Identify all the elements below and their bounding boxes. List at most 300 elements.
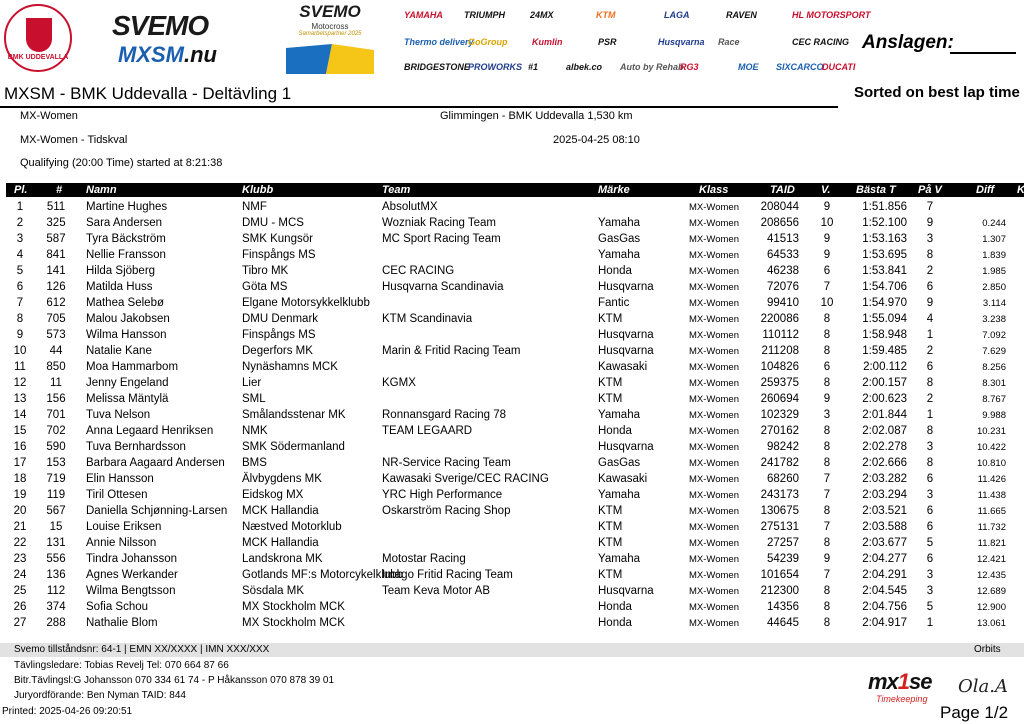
cell-best-time: 2:04.917 bbox=[862, 617, 907, 629]
cell-make: Yamaha bbox=[598, 409, 640, 421]
cell-class: MX-Women bbox=[689, 522, 739, 533]
cell-class: MX-Women bbox=[689, 266, 739, 277]
cell-position: 25 bbox=[13, 585, 27, 597]
cell-laps: 10 bbox=[820, 297, 834, 309]
sponsor-logo: LAGA bbox=[664, 10, 690, 20]
table-row bbox=[6, 279, 1024, 295]
cell-diff: 12.421 bbox=[976, 554, 1006, 565]
sponsor-logo: Kumlin bbox=[532, 37, 563, 47]
cell-laps: 8 bbox=[823, 313, 831, 325]
cell-diff: 1.307 bbox=[982, 234, 1006, 245]
table-row bbox=[6, 583, 1024, 599]
cell-name: Tindra Johansson bbox=[86, 553, 177, 565]
col-pl: Pl. bbox=[14, 184, 28, 196]
cell-name: Louise Eriksen bbox=[86, 521, 162, 533]
cell-team: Motostar Racing bbox=[382, 553, 466, 565]
shield-icon bbox=[26, 18, 52, 52]
cell-best-time: 1:55.094 bbox=[862, 313, 907, 325]
cell-best-time: 1:52.100 bbox=[862, 217, 907, 229]
cell-team: TEAM LEGAARD bbox=[382, 425, 473, 437]
cell-number: 701 bbox=[46, 409, 66, 421]
cell-make: Yamaha bbox=[598, 489, 640, 501]
table-row bbox=[6, 199, 1024, 215]
cell-on-lap: 6 bbox=[926, 553, 934, 565]
session-datetime: 2025-04-25 08:10 bbox=[553, 134, 640, 146]
col-team: Team bbox=[382, 184, 411, 196]
cell-class: MX-Women bbox=[689, 234, 739, 245]
cell-number: 156 bbox=[46, 393, 66, 405]
mxsm-logo bbox=[118, 42, 217, 68]
cell-taid: 130675 bbox=[760, 505, 799, 517]
page-title: MXSM - BMK Uddevalla - Deltävling 1 bbox=[4, 84, 292, 103]
orbits-label: Orbits bbox=[974, 644, 1001, 655]
cell-class: MX-Women bbox=[689, 474, 739, 485]
table-row bbox=[6, 311, 1024, 327]
cell-club: Sösdala MK bbox=[242, 585, 305, 597]
cell-make: KTM bbox=[598, 521, 623, 533]
mx1se-logo bbox=[868, 669, 932, 695]
cell-taid: 101654 bbox=[760, 569, 799, 581]
col-number: # bbox=[56, 184, 63, 196]
cell-laps: 8 bbox=[823, 345, 831, 357]
cell-make: Kawasaki bbox=[598, 361, 648, 373]
cell-best-time: 1:53.841 bbox=[862, 265, 907, 277]
sponsor-logo: #1 bbox=[528, 62, 539, 72]
cell-class: MX-Women bbox=[689, 314, 739, 325]
cell-position: 26 bbox=[13, 601, 27, 613]
mxsm-text: MXSM bbox=[118, 42, 184, 67]
cell-best-time: 1:59.485 bbox=[862, 345, 907, 357]
cell-taid: 27257 bbox=[767, 537, 799, 549]
cell-position: 27 bbox=[13, 617, 27, 629]
cell-taid: 44645 bbox=[767, 617, 799, 629]
cell-taid: 241782 bbox=[760, 457, 799, 469]
cell-number: 15 bbox=[49, 521, 63, 533]
cell-number: 119 bbox=[46, 489, 66, 501]
cell-class: MX-Women bbox=[689, 394, 739, 405]
cell-taid: 208656 bbox=[760, 217, 799, 229]
cell-best-time: 2:02.278 bbox=[862, 441, 907, 453]
sponsor-logo: YAMAHA bbox=[404, 10, 443, 20]
cell-on-lap: 3 bbox=[926, 569, 934, 581]
cell-class: MX-Women bbox=[689, 554, 739, 565]
cell-name: Wilma Hansson bbox=[86, 329, 167, 341]
cell-laps: 9 bbox=[823, 393, 831, 405]
cell-laps: 7 bbox=[823, 521, 831, 533]
cell-on-lap: 9 bbox=[926, 217, 934, 229]
cell-name: Matilda Huss bbox=[86, 281, 153, 293]
assistant-director: Bitr.Tävlingsl:G Johansson 070 334 61 74 - P Håkansson 070 878 39 01 bbox=[14, 675, 335, 686]
cell-on-lap: 1 bbox=[926, 617, 934, 629]
mx1se-a: mx bbox=[868, 669, 898, 694]
table-row bbox=[6, 615, 1024, 631]
cell-on-lap: 1 bbox=[926, 409, 934, 421]
cell-taid: 211208 bbox=[761, 345, 799, 357]
cell-make: Husqvarna bbox=[598, 345, 654, 357]
cell-laps: 8 bbox=[823, 601, 831, 613]
cell-make: Yamaha bbox=[598, 553, 640, 565]
cell-position: 5 bbox=[16, 265, 24, 277]
cell-name: Daniella Schjønning-Larsen bbox=[86, 505, 228, 517]
cell-on-lap: 3 bbox=[926, 489, 934, 501]
sponsor-logo: albek.co bbox=[566, 62, 603, 72]
cell-name: Nathalie Blom bbox=[86, 617, 158, 629]
cell-class: MX-Women bbox=[689, 362, 739, 373]
cell-position: 12 bbox=[13, 377, 27, 389]
cell-class: MX-Women bbox=[689, 442, 739, 453]
cell-make: KTM bbox=[598, 377, 623, 389]
cell-diff: 12.689 bbox=[976, 586, 1006, 597]
cell-on-lap: 6 bbox=[926, 505, 934, 517]
sponsor-logo: 24MX bbox=[530, 10, 554, 20]
cell-best-time: 2:04.291 bbox=[862, 569, 907, 581]
col-on-lap: På V bbox=[918, 184, 942, 196]
permit-info: Svemo tillståndsnr: 64-1 | EMN XX/XXXX | IMN XXX/XXX bbox=[14, 644, 270, 655]
cell-best-time: 2:03.677 bbox=[862, 537, 907, 549]
cell-diff: 13.061 bbox=[976, 618, 1006, 629]
cell-number: 590 bbox=[46, 441, 66, 453]
table-row bbox=[6, 247, 1024, 263]
cell-on-lap: 6 bbox=[926, 521, 934, 533]
cell-team: Imago Fritid Racing Team bbox=[382, 569, 513, 581]
sponsor-logo: Race bbox=[718, 37, 740, 47]
cell-taid: 110112 bbox=[762, 329, 799, 341]
cell-team: CEC RACING bbox=[382, 265, 455, 277]
cell-on-lap: 6 bbox=[926, 281, 934, 293]
session-type: MX-Women - Tidskval bbox=[20, 134, 128, 146]
cell-make: Honda bbox=[598, 425, 632, 437]
cell-class: MX-Women bbox=[689, 330, 739, 341]
venue: Glimmingen - BMK Uddevalla 1,530 km bbox=[440, 110, 633, 122]
cell-number: 702 bbox=[46, 425, 66, 437]
cell-make: Husqvarna bbox=[598, 329, 654, 341]
motocross-label: Motocross bbox=[311, 22, 349, 31]
cell-position: 22 bbox=[13, 537, 27, 549]
cell-best-time: 2:04.545 bbox=[862, 585, 907, 597]
table-row bbox=[6, 519, 1024, 535]
cell-on-lap: 8 bbox=[926, 377, 934, 389]
col-name: Namn bbox=[86, 184, 117, 196]
sponsor-logo: PSR bbox=[598, 37, 617, 47]
cell-number: 136 bbox=[46, 569, 66, 581]
cell-best-time: 2:00.112 bbox=[863, 361, 907, 373]
table-row bbox=[6, 327, 1024, 343]
cell-club: Landskrona MK bbox=[242, 553, 323, 565]
cell-number: 556 bbox=[46, 553, 66, 565]
cell-class: MX-Women bbox=[689, 346, 739, 357]
qualifying-info: Qualifying (20:00 Time) started at 8:21:38 bbox=[20, 157, 223, 169]
cell-number: 573 bbox=[46, 329, 66, 341]
cell-position: 20 bbox=[13, 505, 27, 517]
cell-best-time: 2:03.282 bbox=[862, 473, 907, 485]
col-class: Klass bbox=[699, 184, 729, 196]
cell-position: 15 bbox=[13, 425, 27, 437]
cell-name: Tyra Bäckström bbox=[86, 233, 166, 245]
cell-position: 4 bbox=[16, 249, 24, 261]
cell-team: MC Sport Racing Team bbox=[382, 233, 501, 245]
cell-club: MX Stockholm MCK bbox=[242, 601, 345, 613]
cell-make: KTM bbox=[598, 393, 623, 405]
cell-on-lap: 2 bbox=[926, 345, 934, 357]
cell-best-time: 1:54.970 bbox=[862, 297, 907, 309]
cell-name: Barbara Aagaard Andersen bbox=[86, 457, 225, 469]
cell-on-lap: 8 bbox=[926, 457, 934, 469]
cell-make: KTM bbox=[598, 505, 623, 517]
cell-club: Elgane Motorsykkelklubb bbox=[242, 297, 370, 309]
cell-make: Husqvarna bbox=[598, 585, 654, 597]
cell-number: 567 bbox=[46, 505, 66, 517]
cell-best-time: 1:58.948 bbox=[862, 329, 907, 341]
cell-best-time: 2:00.157 bbox=[862, 377, 907, 389]
cell-taid: 208044 bbox=[760, 201, 799, 213]
cell-class: MX-Women bbox=[689, 538, 739, 549]
cell-diff: 11.732 bbox=[977, 522, 1006, 533]
cell-position: 11 bbox=[14, 361, 26, 373]
anslagen-line bbox=[950, 52, 1016, 54]
table-row bbox=[6, 503, 1024, 519]
club-logo-text: BMK UDDEVALLA bbox=[7, 54, 69, 61]
table-row bbox=[6, 359, 1024, 375]
cell-club: Lier bbox=[242, 377, 262, 389]
cell-best-time: 1:53.695 bbox=[862, 249, 907, 261]
cell-team: NR-Service Racing Team bbox=[382, 457, 511, 469]
table-row bbox=[6, 471, 1024, 487]
cell-best-time: 2:00.623 bbox=[862, 393, 907, 405]
cell-taid: 270162 bbox=[760, 425, 799, 437]
cell-taid: 46238 bbox=[767, 265, 799, 277]
cell-name: Natalie Kane bbox=[86, 345, 152, 357]
cell-club: MCK Hallandia bbox=[242, 505, 319, 517]
cell-number: 511 bbox=[46, 201, 66, 213]
cell-make: Kawasaki bbox=[598, 473, 648, 485]
cell-team: YRC High Performance bbox=[382, 489, 503, 501]
cell-club: MCK Hallandia bbox=[242, 537, 319, 549]
cell-taid: 275131 bbox=[760, 521, 799, 533]
cell-club: Eidskog MX bbox=[242, 489, 304, 501]
mx1se-c: se bbox=[909, 669, 932, 694]
cell-name: Hilda Sjöberg bbox=[86, 265, 156, 277]
cell-name: Mathea Selebø bbox=[86, 297, 164, 309]
col-diff: Diff bbox=[976, 184, 995, 196]
cell-on-lap: 5 bbox=[926, 537, 934, 549]
cell-laps: 7 bbox=[823, 473, 831, 485]
cell-class: MX-Women bbox=[689, 426, 739, 437]
cell-on-lap: 9 bbox=[926, 297, 934, 309]
cell-club: Finspångs MS bbox=[242, 249, 316, 261]
table-row bbox=[6, 567, 1024, 583]
sponsor-logo: CEC RACING bbox=[792, 37, 850, 47]
cell-diff: 12.435 bbox=[976, 570, 1006, 581]
cell-number: 131 bbox=[46, 537, 66, 549]
cell-diff: 11.821 bbox=[977, 538, 1006, 549]
cell-position: 13 bbox=[13, 393, 27, 405]
cell-best-time: 2:04.756 bbox=[862, 601, 907, 613]
table-row bbox=[6, 535, 1024, 551]
cell-number: 374 bbox=[46, 601, 66, 613]
cell-position: 14 bbox=[13, 409, 27, 421]
cell-club: BMS bbox=[242, 457, 267, 469]
cell-taid: 98242 bbox=[767, 441, 799, 453]
col-best: Bästa T bbox=[856, 184, 896, 196]
cell-on-lap: 6 bbox=[926, 361, 934, 373]
cell-best-time: 2:02.087 bbox=[862, 425, 907, 437]
cell-club: DMU - MCS bbox=[242, 217, 304, 229]
cell-position: 7 bbox=[16, 297, 24, 309]
cell-laps: 8 bbox=[823, 617, 831, 629]
sponsor-logo: MOE bbox=[738, 62, 759, 72]
cell-diff: 10.231 bbox=[976, 426, 1006, 437]
cell-class: MX-Women bbox=[689, 250, 739, 261]
col-extra: K bbox=[1017, 184, 1025, 196]
table-row bbox=[6, 263, 1024, 279]
cell-name: Malou Jakobsen bbox=[86, 313, 170, 325]
cell-laps: 9 bbox=[823, 233, 831, 245]
sponsor-logo: PROWORKS bbox=[468, 62, 522, 72]
mx1se-b: 1 bbox=[897, 669, 910, 694]
cell-on-lap: 2 bbox=[926, 265, 934, 277]
cell-diff: 10.422 bbox=[976, 442, 1006, 453]
cell-class: MX-Women bbox=[689, 570, 739, 581]
cell-best-time: 1:54.706 bbox=[862, 281, 907, 293]
cell-number: 587 bbox=[46, 233, 66, 245]
cell-taid: 14356 bbox=[767, 601, 799, 613]
cell-make: KTM bbox=[598, 569, 623, 581]
cell-on-lap: 3 bbox=[926, 233, 934, 245]
cell-class: MX-Women bbox=[689, 586, 739, 597]
cell-make: Husqvarna bbox=[598, 441, 654, 453]
cell-diff: 11.665 bbox=[977, 506, 1006, 517]
cell-taid: 212300 bbox=[760, 585, 799, 597]
sponsor-logo: Auto by Rehab bbox=[620, 62, 684, 72]
signature: Ola.A bbox=[958, 676, 1008, 697]
cell-taid: 68260 bbox=[767, 473, 799, 485]
cell-make: GasGas bbox=[598, 457, 641, 469]
cell-laps: 9 bbox=[823, 201, 831, 213]
table-row bbox=[6, 551, 1024, 567]
col-make: Märke bbox=[598, 184, 630, 196]
cell-laps: 8 bbox=[823, 425, 831, 437]
cell-position: 8 bbox=[16, 313, 24, 325]
cell-taid: 41513 bbox=[767, 233, 799, 245]
cell-on-lap: 3 bbox=[926, 441, 934, 453]
cell-club: Næstved Motorklub bbox=[242, 521, 342, 533]
table-row bbox=[6, 375, 1024, 391]
cell-laps: 9 bbox=[823, 249, 831, 261]
cell-number: 850 bbox=[46, 361, 66, 373]
cell-name: Elin Hansson bbox=[86, 473, 154, 485]
page-number: Page 1/2 bbox=[940, 703, 1009, 722]
cell-club: Älvbygdens MK bbox=[242, 473, 322, 485]
cell-name: Anna Legaard Henriksen bbox=[86, 425, 214, 437]
cell-name: Moa Hammarbom bbox=[86, 361, 179, 373]
cell-team: Oskarström Racing Shop bbox=[382, 505, 511, 517]
cell-number: 44 bbox=[49, 345, 63, 357]
cell-diff: 3.114 bbox=[982, 298, 1006, 309]
cell-number: 112 bbox=[46, 585, 66, 597]
cell-best-time: 2:01.844 bbox=[862, 409, 907, 421]
cell-diff: 11.426 bbox=[977, 474, 1006, 485]
cell-position: 21 bbox=[13, 521, 27, 533]
cell-taid: 260694 bbox=[760, 393, 799, 405]
cell-number: 612 bbox=[46, 297, 66, 309]
cell-best-time: 2:03.521 bbox=[862, 505, 907, 517]
sponsor-logo: TRIUMPH bbox=[464, 10, 505, 20]
sponsor-logo: Husqvarna bbox=[658, 37, 705, 47]
cell-class: MX-Women bbox=[689, 618, 739, 629]
motocross-sub: Samarbetspartner 2025 bbox=[298, 31, 362, 37]
cell-name: Martine Hughes bbox=[86, 201, 168, 213]
cell-laps: 7 bbox=[823, 489, 831, 501]
cell-best-time: 2:03.588 bbox=[862, 521, 907, 533]
cell-name: Sara Andersen bbox=[86, 217, 163, 229]
cell-taid: 104826 bbox=[760, 361, 799, 373]
sort-label: Sorted on best lap time bbox=[854, 84, 1020, 101]
cell-name: Tuva Bernhardsson bbox=[86, 441, 186, 453]
col-club: Klubb bbox=[242, 184, 274, 196]
cell-diff: 2.850 bbox=[982, 282, 1006, 293]
cell-number: 141 bbox=[46, 265, 66, 277]
printed-timestamp: Printed: 2025-04-26 09:20:51 bbox=[2, 706, 133, 717]
sponsor-logo: GoGroup bbox=[468, 37, 508, 47]
cell-team: KGMX bbox=[382, 377, 416, 389]
cell-laps: 8 bbox=[823, 537, 831, 549]
cell-position: 3 bbox=[16, 233, 24, 245]
cell-position: 10 bbox=[13, 345, 27, 357]
cell-best-time: 1:53.163 bbox=[862, 233, 907, 245]
cell-laps: 10 bbox=[820, 217, 834, 229]
cell-taid: 220086 bbox=[760, 313, 799, 325]
cell-club: NMF bbox=[242, 201, 267, 213]
cell-best-time: 2:04.277 bbox=[862, 553, 907, 565]
cell-team: KTM Scandinavia bbox=[382, 313, 473, 325]
cell-class: MX-Women bbox=[689, 410, 739, 421]
sponsor-logo: RG3 bbox=[680, 62, 699, 72]
cell-class: MX-Women bbox=[689, 602, 739, 613]
cell-make: Honda bbox=[598, 601, 632, 613]
cell-taid: 54239 bbox=[767, 553, 799, 565]
cell-club: Degerfors MK bbox=[242, 345, 313, 357]
cell-position: 19 bbox=[13, 489, 27, 501]
col-taid: TAID bbox=[770, 184, 795, 196]
cell-position: 1 bbox=[16, 201, 24, 213]
cell-class: MX-Women bbox=[689, 378, 739, 389]
cell-on-lap: 2 bbox=[926, 393, 934, 405]
cell-class: MX-Women bbox=[689, 218, 739, 229]
cell-laps: 3 bbox=[823, 409, 831, 421]
cell-name: Annie Nilsson bbox=[86, 537, 157, 549]
cell-position: 23 bbox=[13, 553, 27, 565]
cell-team: Wozniak Racing Team bbox=[382, 217, 496, 229]
cell-number: 288 bbox=[46, 617, 66, 629]
cell-name: Agnes Werkander bbox=[86, 569, 178, 581]
table-row bbox=[6, 455, 1024, 471]
cell-position: 6 bbox=[16, 281, 24, 293]
cell-best-time: 2:02.666 bbox=[862, 457, 907, 469]
cell-make: KTM bbox=[598, 313, 623, 325]
table-row bbox=[6, 423, 1024, 439]
cell-diff: 9.988 bbox=[982, 410, 1006, 421]
cell-class: MX-Women bbox=[689, 298, 739, 309]
cell-on-lap: 7 bbox=[926, 201, 934, 213]
cell-taid: 102329 bbox=[760, 409, 799, 421]
cell-number: 11 bbox=[50, 377, 62, 389]
sponsor-logo: KTM bbox=[596, 10, 616, 20]
cell-taid: 243173 bbox=[760, 489, 799, 501]
cell-club: MX Stockholm MCK bbox=[242, 617, 345, 629]
table-row bbox=[6, 215, 1024, 231]
cell-make: GasGas bbox=[598, 233, 641, 245]
cell-team: AbsolutMX bbox=[382, 201, 438, 213]
